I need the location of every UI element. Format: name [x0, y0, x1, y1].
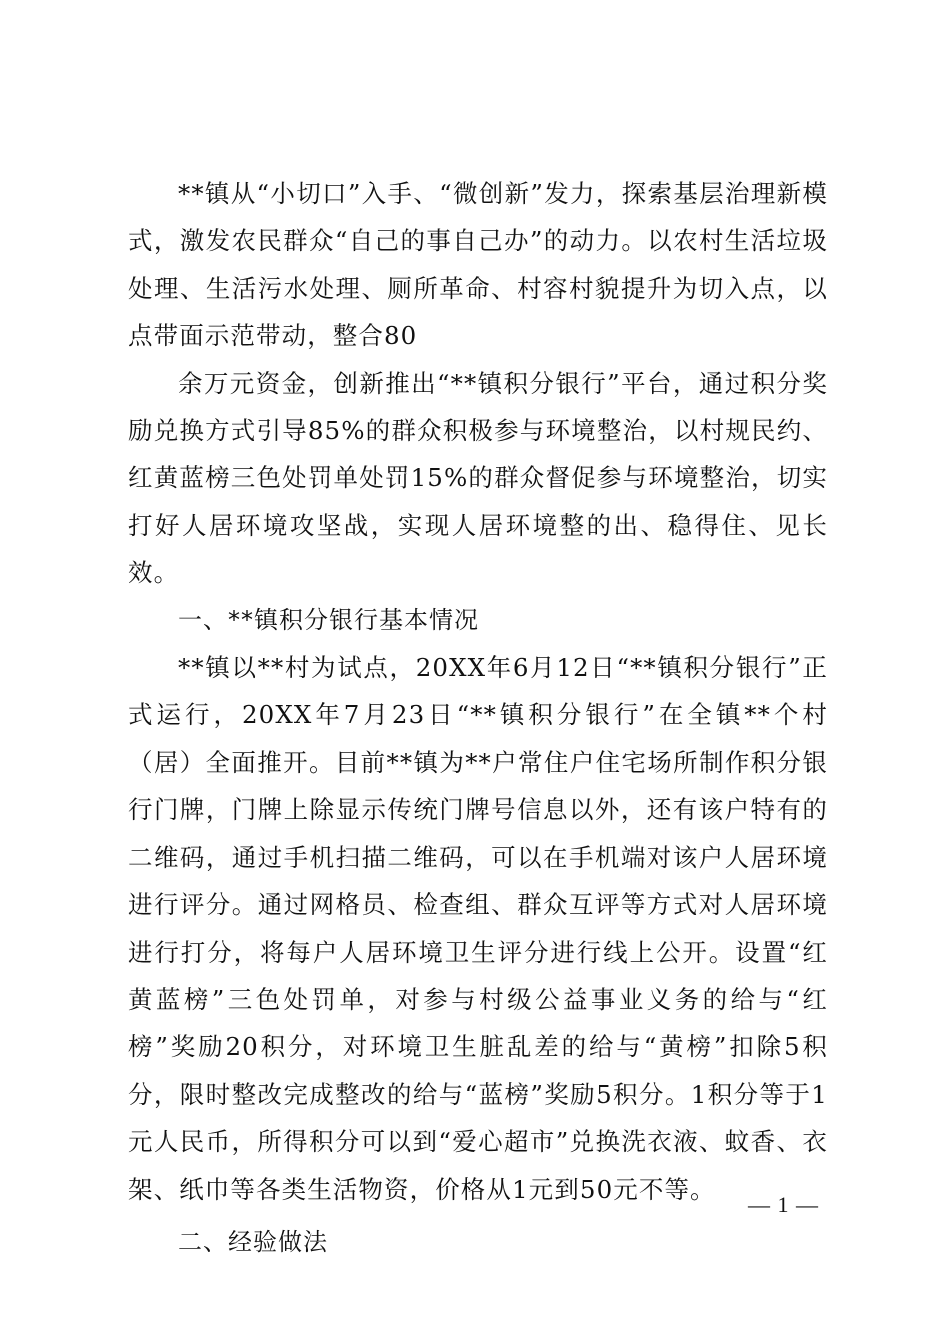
- section-1-heading: 一、**镇积分银行基本情况: [178, 605, 479, 634]
- intro-paragraph-1: **镇从“小切口”入手、“微创新”发力，探索基层治理新模式，激发农民群众“自己的事自己办”的动力。以农村生活垃圾处理、生活污水处理、厕所革命、村容村貌提升为切入点，以点带面示范带动，整合80: [128, 179, 828, 351]
- section-2-heading: 二、经验做法: [178, 1227, 328, 1256]
- intro-paragraph-2: 余万元资金，创新推出“**镇积分银行”平台，通过积分奖励兑换方式引导85%的群众积极参与环境整治，以村规民约、红黄蓝榜三色处罚单处罚15%的群众督促参与环境整治，切实打好人居环境攻坚战，实现人居环境整的出、稳得住、见长效。: [128, 368, 828, 588]
- page-number: — 1 —: [748, 1192, 819, 1217]
- section-1-paragraph: **镇以**村为试点，20XX年6月12日“**镇积分银行”正式运行，20XX年7月23日“**镇积分银行”在全镇**个村（居）全面推开。目前**镇为**户常住户住宅场所制作积分银行门牌，门牌上除显示传统门牌号信息以外，还有该户特有的二维码，通过手机扫描二维码，可以在手机端对该户人居环境进行评分。通过网格员、检查组、群众互评等方式对人居环境进行打分，将每户人居环境卫生评分进行线上公开。设置“红黄蓝榜”三色处罚单，对参与村级公益事业义务的给与“红榜”奖励20积分，对环境卫生脏乱差的给与“黄榜”扣除5积分，限时整改完成整改的给与“蓝榜”奖励5积分。1积分等于1元人民币，所得积分可以到“爱心超市”兑换洗衣液、蚊香、衣架、纸巾等各类生活物资，价格从1元到50元不等。: [128, 653, 828, 1204]
- document-body: [128, 170, 828, 1266]
